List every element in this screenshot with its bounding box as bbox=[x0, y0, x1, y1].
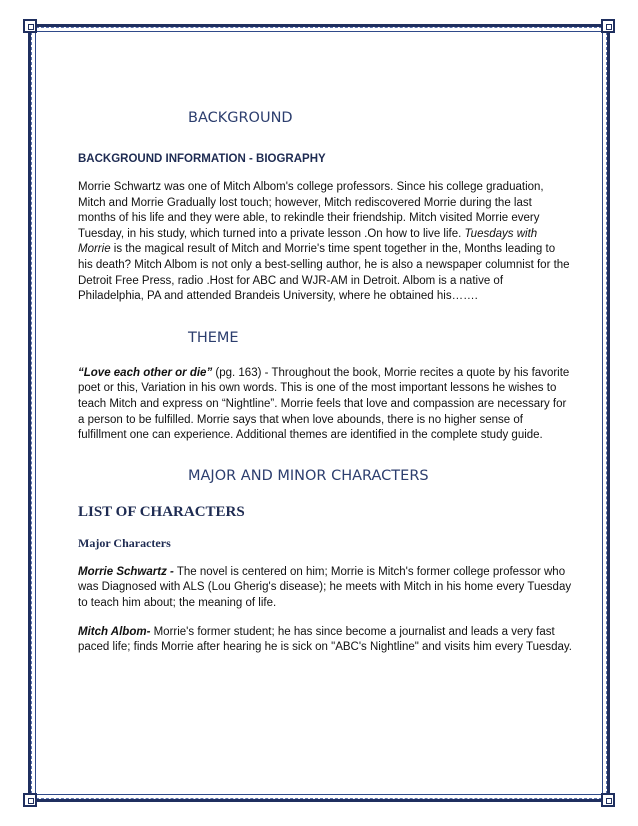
document-body bbox=[78, 110, 572, 656]
character-description: Morrie's former student; he has since become a journalist and leads a very fast paced life; finds Morrie after hearing he is sick on "ABC's Nightline" and visits him every Tuesday. bbox=[78, 625, 573, 654]
corner-ornament-top-right bbox=[601, 19, 615, 33]
corner-ornament-bottom-left bbox=[23, 793, 37, 807]
corner-ornament-top-left bbox=[23, 19, 37, 33]
character-description: The novel is centered on him; Morrie is Mitch's former college professor who was Diagnosed with ALS (Lou Gherig's disease); he meets with Mitch in his home every Tuesday to teach him about; the meaning of life. bbox=[78, 565, 572, 609]
character-entry bbox=[78, 565, 572, 612]
corner-ornament-bottom-right bbox=[601, 793, 615, 807]
character-entry bbox=[78, 625, 572, 656]
character-name: Morrie Schwartz - bbox=[78, 565, 174, 578]
book-title: Tuesdays with Morrie bbox=[78, 227, 538, 256]
theme-quote: “Love each other or die” bbox=[78, 366, 213, 379]
biography-subheading: BACKGROUND INFORMATION - BIOGRAPHY bbox=[78, 153, 326, 165]
character-name: Mitch Albom- bbox=[78, 625, 151, 638]
theme-paragraph bbox=[78, 366, 572, 444]
background-paragraph bbox=[78, 180, 572, 305]
theme-heading: THEME bbox=[188, 329, 239, 346]
theme-text: (pg. 163) - Throughout the book, Morrie recites a quote by his favorite poet or this, Variation in his own words. This is one of the most important lessons he wishes to teach Mitch and express on “Nightline”. Morrie feels that love and compassion are necessary for a person to be fulfilled. Morrie says that when love abounds, there is no higher sense of fulfillment one can experience. Additional themes are identified in the complete study guide. bbox=[78, 366, 570, 442]
background-text-part1: Morrie Schwartz was one of Mitch Albom's college professors. Since his college graduation, Mitch and Morrie Gradually lost touch; however, Mitch rediscovered Morrie during the last months of his life and they were able, to rekindle their friendship. Mitch visited Morrie every Tuesday, in his study, which turned into a private lesson .On how to live life. bbox=[78, 181, 544, 240]
major-characters-heading: Major Characters bbox=[78, 535, 171, 550]
background-heading: BACKGROUND bbox=[188, 110, 293, 126]
characters-heading: MAJOR AND MINOR CHARACTERS bbox=[188, 467, 429, 484]
list-of-characters-heading: LIST OF CHARACTERS bbox=[78, 503, 245, 520]
background-text-part2: is the magical result of Mitch and Morrie's time spent together in the, Months leading to his death? Mitch Albom is not only a best-selling author, he is also a newspaper columnist for the Detroit Free Press, radio .Host for ABC and WJR-AM in Detroit. Albom is a native of Philadelphia, PA and attended Brandeis University, where he obtained his……. bbox=[78, 243, 570, 303]
